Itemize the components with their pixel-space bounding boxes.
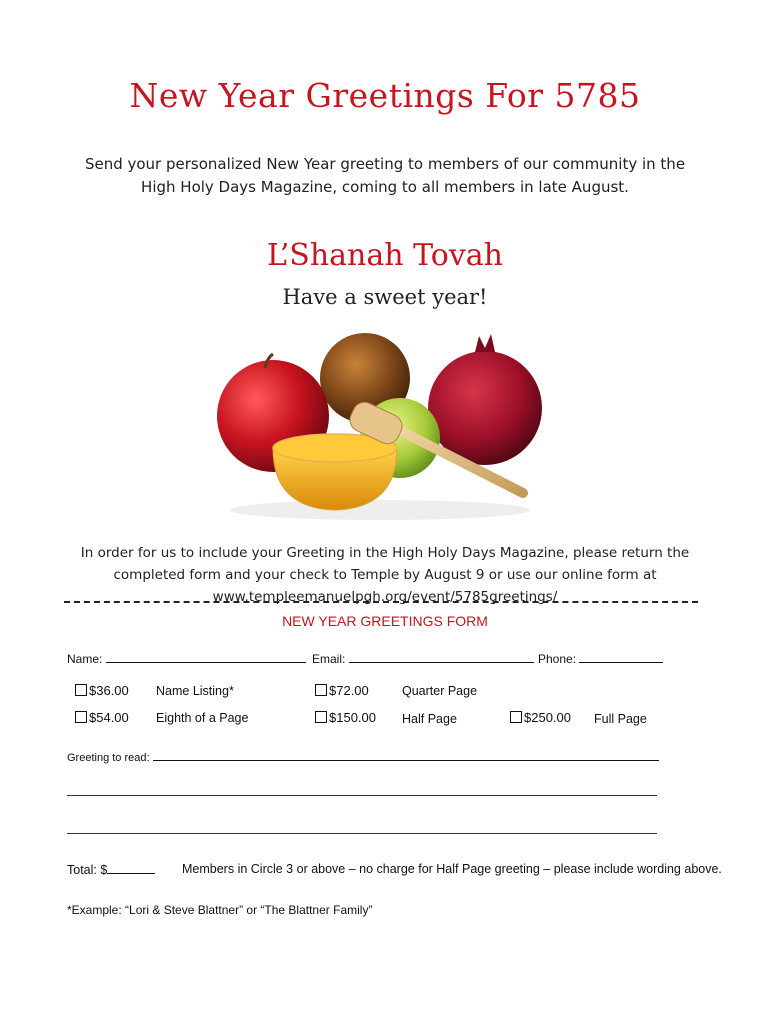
circle-note: Members in Circle 3 or above – no charge for Half Page greeting – please include wording above. bbox=[182, 862, 722, 876]
greeting-line-3[interactable] bbox=[67, 833, 657, 834]
option-54-label: Eighth of a Page bbox=[156, 711, 249, 725]
example-note: *Example: “Lori & Steve Blattner” or “The Blattner Family” bbox=[67, 903, 373, 917]
pomegranate-crown bbox=[475, 334, 495, 352]
option-36-label: Name Listing* bbox=[156, 684, 234, 698]
website-link[interactable]: www.templeemanuelpgh.org/event/5785greetings/ bbox=[212, 589, 558, 605]
email-field[interactable] bbox=[312, 651, 534, 666]
intro-line-1: Send your personalized New Year greeting to members of our community in the bbox=[84, 155, 686, 173]
option-250-label: Full Page bbox=[594, 712, 647, 726]
greeting-input-line[interactable] bbox=[153, 749, 659, 761]
total-field[interactable] bbox=[67, 862, 155, 877]
phone-field[interactable] bbox=[538, 651, 663, 666]
instructions-line-2: completed form and your check to Temple by August 9 or use our online form at bbox=[113, 567, 657, 583]
checkbox-icon bbox=[315, 684, 327, 696]
greeting-label: Greeting to read: bbox=[67, 752, 150, 764]
shadow-shape bbox=[230, 500, 530, 520]
total-label: Total: $ bbox=[67, 863, 108, 877]
total-input-line[interactable] bbox=[107, 862, 155, 874]
page-title: New Year Greetings For 5785 bbox=[129, 76, 641, 115]
phone-input-line[interactable] bbox=[579, 651, 663, 663]
option-54-checkbox[interactable]: $54.00 bbox=[75, 710, 129, 725]
greeting-field[interactable] bbox=[67, 749, 659, 764]
name-label: Name: bbox=[67, 652, 103, 666]
checkbox-icon bbox=[510, 711, 522, 723]
option-36-checkbox[interactable]: $36.00 bbox=[75, 683, 129, 698]
checkbox-icon bbox=[315, 711, 327, 723]
option-72-checkbox[interactable]: $72.00 bbox=[315, 683, 369, 698]
option-150-checkbox[interactable]: $150.00 bbox=[315, 710, 376, 725]
email-input-line[interactable] bbox=[349, 651, 534, 663]
name-field[interactable] bbox=[67, 651, 306, 666]
shanah-tovah-heading: L’Shanah Tovah bbox=[267, 238, 503, 273]
checkbox-icon bbox=[75, 711, 87, 723]
greeting-line-2[interactable] bbox=[67, 795, 657, 796]
intro-text bbox=[60, 153, 710, 199]
sweet-year-subheading: Have a sweet year! bbox=[282, 285, 488, 309]
name-input-line[interactable] bbox=[106, 651, 306, 663]
checkbox-icon bbox=[75, 684, 87, 696]
option-72-label: Quarter Page bbox=[402, 684, 478, 698]
option-150-label: Half Page bbox=[402, 712, 457, 726]
email-label: Email: bbox=[312, 652, 346, 666]
option-250-checkbox[interactable]: $250.00 bbox=[510, 710, 571, 725]
instructions-text bbox=[70, 542, 700, 608]
intro-line-2: High Holy Days Magazine, coming to all members in late August. bbox=[141, 178, 629, 196]
form-title: NEW YEAR GREETINGS FORM bbox=[282, 613, 488, 629]
cut-line bbox=[64, 601, 698, 603]
instructions-line-1: In order for us to include your Greeting in the High Holy Days Magazine, please return the bbox=[80, 545, 690, 561]
phone-label: Phone: bbox=[538, 652, 577, 666]
apples-honey-illustration bbox=[215, 328, 545, 528]
